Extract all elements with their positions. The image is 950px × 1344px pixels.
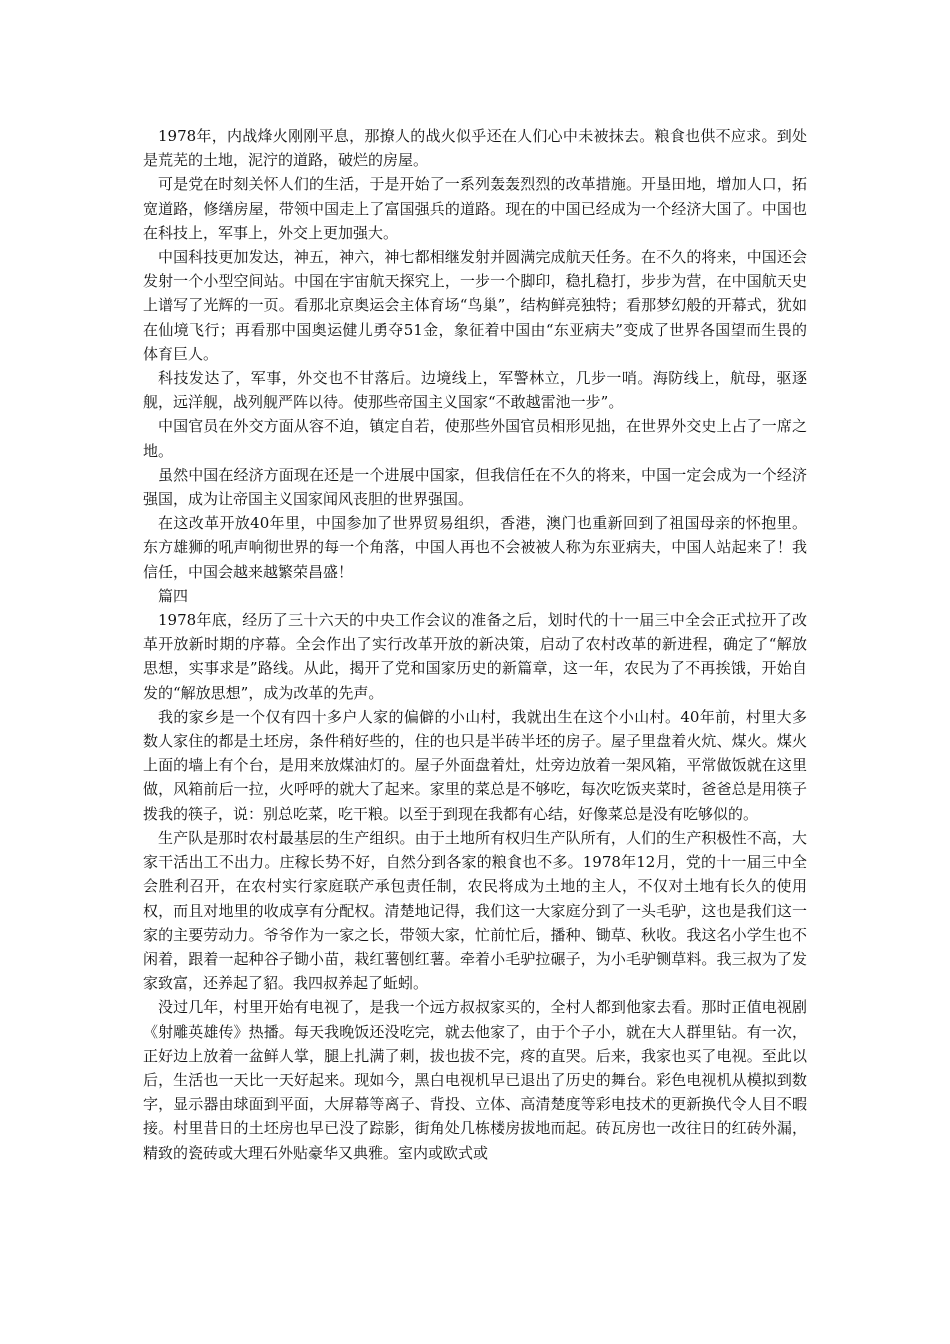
paragraph: 我的家乡是一个仅有四十多户人家的偏僻的小山村，我就出生在这个小山村。40年前，村里大多数人家住的都是土坯房，条件稍好些的，住的也只是半砖半坯的房子。屋子里盘着火炕、煤火。煤火上面的墙上有个台，是用来放煤油灯的。屋子外面盘着灶，灶旁边放着一架风箱，平常做饭就在这里做，风箱前后一拉，火呼呼的就大了起来。家里的菜总是不够吃，每次吃饭夹菜时，爸爸总是用筷子拨我的筷子，说：别总吃菜，吃干粮。以至于到现在我都有心结，好像菜总是没有吃够似的。	[143, 707, 807, 823]
paragraph: 可是党在时刻关怀人们的生活，于是开始了一系列轰轰烈烈的改革措施。开垦田地，增加人口，拓宽道路，修缮房屋，带领中国走上了富国强兵的道路。现在的中国已经成为一个经济大国了。中国也在科技上，军事上，外交上更加强大。	[143, 175, 807, 242]
paragraph: 中国科技更加发达，神五，神六，神七都相继发射并圆满完成航天任务。在不久的将来，中国还会发射一个小型空间站。中国在宇宙航天探究上，一步一个脚印，稳扎稳打，步步为营，在中国航天史上谱写了光辉的一页。看那北京奥运会主体育场“鸟巢”，结构鲜亮独特；看那梦幻般的开幕式，犹如在仙境飞行；再看那中国奥运健儿勇夺51金，象征着中国由“东亚病夫”变成了世界各国望而生畏的体育巨人。	[143, 248, 807, 363]
paragraph: 在这改革开放40年里，中国参加了世界贸易组织，香港，澳门也重新回到了祖国母亲的怀抱里。东方雄狮的吼声响彻世界的每一个角落，中国人再也不会被被人称为东亚病夫，中国人站起来了！我信任，中国会越来越繁荣昌盛！	[143, 514, 807, 581]
paragraph: 1978年，内战烽火刚刚平息，那撩人的战火似乎还在人们心中未被抹去。粮食也供不应求。到处是荒芜的土地，泥泞的道路，破烂的房屋。	[143, 127, 807, 170]
paragraph: 1978年底，经历了三十六天的中央工作会议的准备之后，划时代的十一届三中全会正式拉开了改革开放新时期的序幕。全会作出了实行改革开放的新决策，启动了农村改革的新进程，确定了“解放思想，实事求是”路线。从此，揭开了党和国家历史的新篇章，这一年，农民为了不再挨饿，开始自发的“解放思想”，成为改革的先声。	[143, 611, 807, 702]
paragraph: 没过几年，村里开始有电视了，是我一个远方叔叔家买的，全村人都到他家去看。那时正值电视剧《射雕英雄传》热播。每天我晚饭还没吃完，就去他家了，由于个子小，就在大人群里钻。有一次，正好边上放着一盆鲜人掌，腿上扎满了刺，拔也拔不完，疼的直哭。后来，我家也买了电视。至此以后，生活也一天比一天好起来。现如今，黑白电视机早已退出了历史的舞台。彩色电视机从模拟到数字，显示器由球面到平面，大屏幕等离子、背投、立体、高清楚度等彩电技术的更新换代令人目不暇接。村里昔日的土坯房也早已没了踪影，街角处几栋楼房拔地而起。砖瓦房也一改往日的红砖外漏，精致的瓷砖或大理石外贴豪华又典雅。室内或欧式或	[143, 998, 807, 1162]
section-heading: 篇四	[158, 586, 189, 605]
paragraph: 虽然中国在经济方面现在还是一个进展中国家，但我信任在不久的将来，中国一定会成为一个经济强国，成为让帝国主义国家闻风丧胆的世界强国。	[143, 465, 807, 509]
paragraph: 中国官员在外交方面从容不迫，镇定自若，使那些外国官员相形见拙，在世界外交史上占了一席之地。	[143, 417, 807, 460]
document-body	[143, 124, 807, 1165]
paragraph: 生产队是那时农村最基层的生产组织。由于土地所有权归生产队所有，人们的生产积极性不高，大家干活出工不出力。庄稼长势不好，自然分到各家的粮食也不多。1978年12月，党的十一届三中全会胜利召开，在农村实行家庭联产承包责任制，农民将成为土地的主人，不仅对土地有长久的使用权，而且对地里的收成享有分配权。清楚地记得，我们这一大家庭分到了一头毛驴，这也是我们这一家的主要劳动力。爷爷作为一家之长，带领大家，忙前忙后，播种、锄草、秋收。我这名小学生也不闲着，跟着一起种谷子锄小苗，栽红薯刨红薯。牵着小毛驴拉碾子，为小毛驴铡草料。我三叔为了发家致富，还养起了貂。我四叔养起了蚯蚓。	[143, 828, 807, 993]
paragraph: 科技发达了，军事，外交也不甘落后。边境线上，军警林立，几步一哨。海防线上，航母，驱逐舰，远洋舰，战列舰严阵以待。使那些帝国主义国家“不敢越雷池一步”。	[143, 369, 807, 412]
